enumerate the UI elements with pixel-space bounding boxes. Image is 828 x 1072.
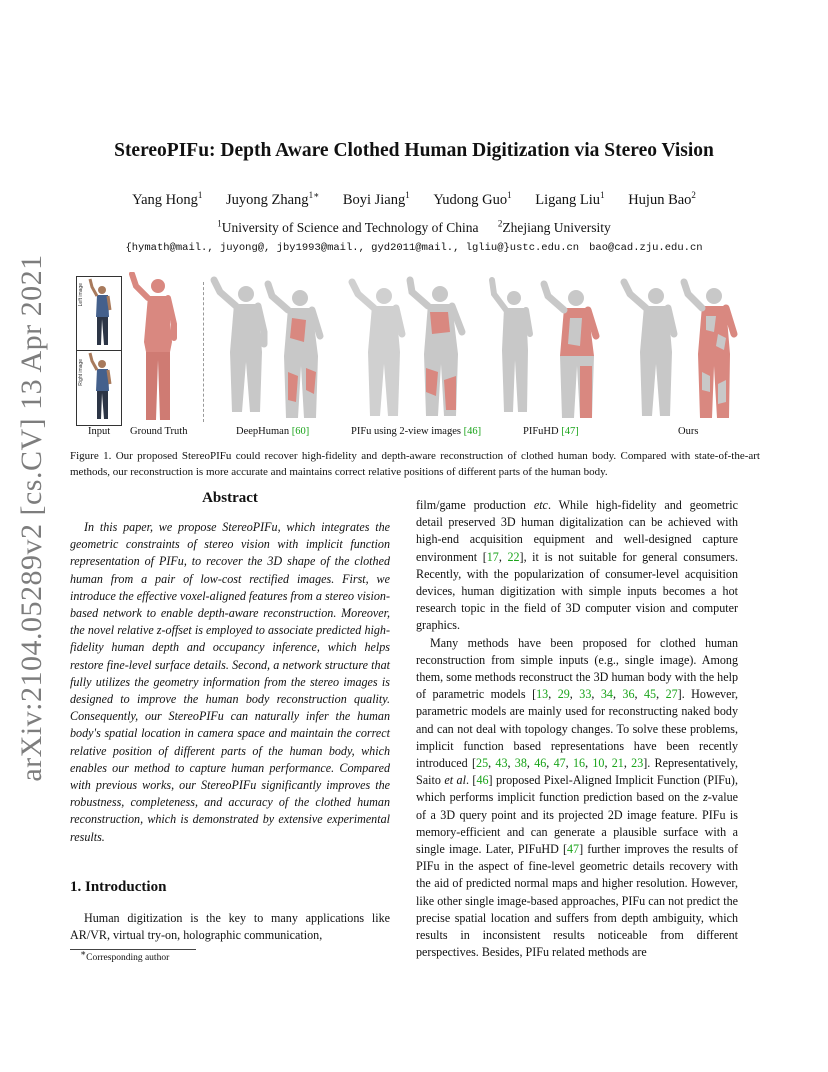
figure-label-pifu: PIFu using 2-view images [46] bbox=[351, 426, 482, 437]
author: Ligang Liu$^1$ bbox=[535, 190, 605, 208]
deephuman-mesh bbox=[208, 272, 338, 432]
right-column bbox=[416, 497, 738, 961]
ours-mesh bbox=[620, 272, 750, 432]
abstract-heading: Abstract bbox=[202, 490, 258, 506]
paragraph: film/game production etc. While high-fidelity and geometric detail preserved 3D human digitalization can be achieved with high-end acquisition equipment and well-designed capture environment [17, 22], it is not suitable for general consumers. Recently, with the popularization of consumer-level acquisition devices, human digitization with simple inputs becomes a hot research topic in the field of 3D computer vision and computer graphics. bbox=[416, 498, 738, 633]
introduction-heading: 1. Introduction bbox=[70, 879, 167, 895]
left-input-image: Left image bbox=[77, 277, 121, 350]
figure-label-pifuhd: PIFuHD [47] bbox=[523, 426, 579, 437]
pifu-two-view-mesh bbox=[348, 272, 478, 432]
author: Boyi Jiang$^1$ bbox=[342, 190, 410, 208]
affiliation: $^1$University of Science and Technology of China bbox=[217, 218, 479, 235]
email: bao@cad.zju.edu.cn bbox=[589, 242, 703, 254]
figure-label-ground-truth: Ground Truth bbox=[130, 426, 188, 437]
footnote-rule bbox=[70, 949, 196, 950]
arxiv-side-label: arXiv:2104.05289v2 [cs.CV] 13 Apr 2021 bbox=[15, 254, 48, 782]
paragraph: Many methods have been proposed for clothed human reconstruction from simple inputs (e.g., single image). Among them, some methods reconstruct the 3D human body with the help of parametric models [13, 29, 33, 34, 36, 45, 27]. However, parametric models are mainly used for reconstructing naked body and can not deal with topology changes. To solve these problems, implicit function based representations have been recently introduced [25, 43, 38, 46, 47, 16, 10, 21, 23]. Representatively, Saito et al. [46] proposed Pixel-Aligned Implicit Function (PIFu), which performs implicit function prediction based on the z-value of a 3D query point and its projected 2D image feature. PIFu is memory-efficient and can generate a plausible surface with a single image. Later, PIFuHD [47] further improves the results of PIFu in the aspect of fine-level geometric details recovery with the aid of predicted normal maps and higher resolution. However, like other single image-based approaches, PIFu can not predict the precise spatial location and suffers from depth ambiguity, which results in inconsistent results noticeable from different perspectives. Besides, PIFu related methods are bbox=[416, 635, 739, 960]
ground-truth-mesh bbox=[122, 272, 194, 432]
figure-label-deephuman: DeepHuman [60] bbox=[236, 426, 310, 437]
figure-label-ours: Ours bbox=[678, 426, 699, 437]
affiliations bbox=[0, 220, 828, 236]
author: Hujun Bao$^2$ bbox=[628, 190, 696, 208]
abstract-text: In this paper, we propose StereoPIFu, which integrates the geometric constraints of stereo vision with implicit function representation of PIFu, to recover the 3D shape of the clothed human from a pair of low-cost rectified images. First, we introduce the effective voxel-aligned features from a stereo vision-based network to enable depth-aware reconstruction. Moreover, the novel relative z-offset is employed to associate predicted high-fidelity human depth and occupancy inference, which helps restore fine-level surface details. Second, a network structure that fully utilizes the geometry information from the stereo images is designed to improve the human body reconstruction quality. Consequently, our StereoPIFu can naturally infer the human body's spatial location in camera space and maintain the correct relative position of different parts of the human body, which enables our method to capture human performance. Compared with previous works, our StereoPIFu significantly improves the robustness, completeness, and accuracy of the clothed human reconstruction, which is demonstrated by extensive experimental results. bbox=[70, 520, 390, 844]
input-images bbox=[76, 276, 122, 426]
author: Yudong Guo$^1$ bbox=[433, 190, 512, 208]
paper-title: StereoPIFu: Depth Aware Clothed Human Digitization via Stereo Vision bbox=[114, 140, 714, 161]
affiliation: $^2$Zhejiang University bbox=[497, 218, 611, 235]
author-list bbox=[0, 192, 828, 209]
right-input-image: Right image bbox=[77, 351, 121, 424]
introduction-text: Human digitization is the key to many applications like AR/VR, virtual try-on, holographic communication, bbox=[70, 911, 390, 943]
email-group: {hymath@mail., juyong@, jby1993@mail., gyd2011@mail., lgliu@}ustc.edu.cn bbox=[125, 242, 580, 254]
author: Juyong Zhang$^{1∗}$ bbox=[226, 190, 320, 208]
figure-caption: Figure 1. Our proposed StereoPIFu could recover high-fidelity and depth-aware reconstruction of clothed human body. Compared with state-of-the-art methods, our reconstruction is more accurate and maintains correct relative positions of different parts of the human body. bbox=[70, 450, 760, 478]
left-column bbox=[70, 490, 390, 943]
pifuhd-mesh bbox=[484, 272, 614, 432]
footnote: ∗Corresponding author bbox=[80, 948, 170, 964]
figure-1 bbox=[70, 272, 760, 442]
figure-divider bbox=[203, 282, 204, 422]
author-emails bbox=[0, 242, 828, 254]
figure-label-input: Input bbox=[88, 426, 111, 437]
author: Yang Hong$^1$ bbox=[132, 190, 203, 208]
